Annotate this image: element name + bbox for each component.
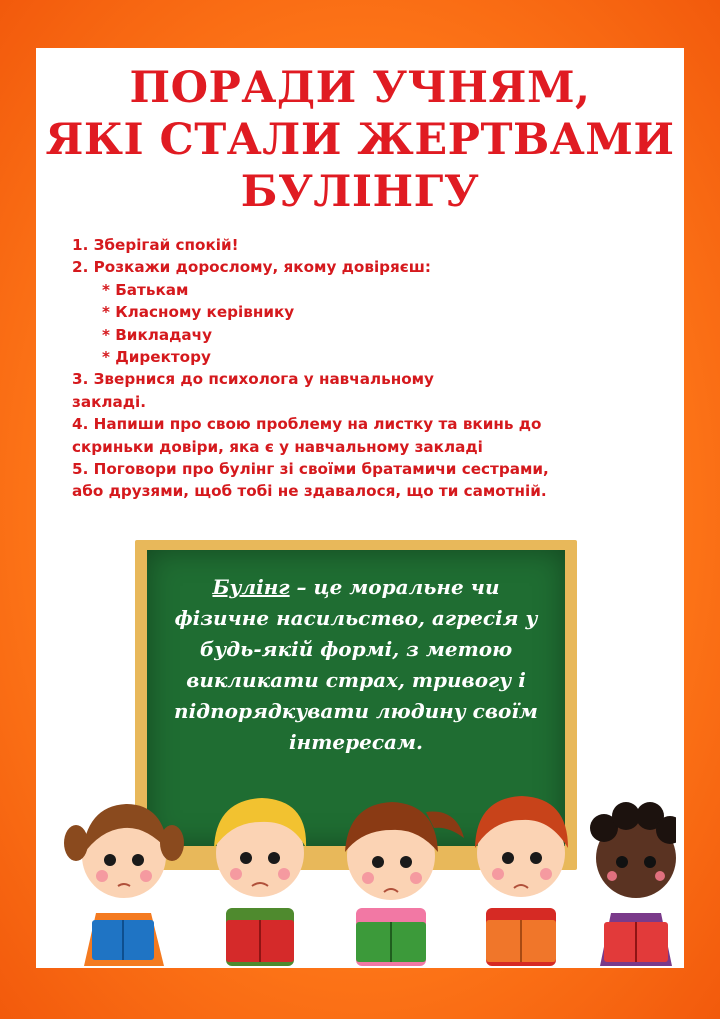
tip-3-line-1: 3. Звернися до психолога у навчальному — [72, 370, 434, 389]
definition-line-2: фізичне насильство, агресія у — [174, 606, 538, 630]
tip-2-director: * Директору — [102, 348, 211, 367]
definition-line-3: будь-якій формі, з метою — [199, 637, 513, 661]
definition-line-6: інтересам. — [289, 730, 423, 754]
tip-2-class-teacher: * Класному керівнику — [102, 303, 295, 322]
title-line-2: ЯКІ СТАЛИ ЖЕРТВАМИ — [45, 115, 675, 165]
child-girl-blue-book — [64, 804, 184, 966]
child-girl-green-book — [345, 802, 464, 966]
title-line-3: БУЛІНГУ — [240, 167, 480, 217]
child-girl-red-book — [590, 802, 676, 966]
children-illustration — [56, 748, 676, 968]
child-boy-red-book — [214, 798, 306, 966]
tip-5-line-2: або друзями, щоб тобі не здавалося, що ти самотній. — [72, 482, 547, 501]
tip-5-line-1: 5. Поговори про булінг зі своїми братамичи сестрами, — [72, 460, 549, 479]
tip-2-parents: * Батькам — [102, 280, 189, 299]
definition-line-5: підпорядкувати людину своїм — [174, 699, 538, 723]
tip-4-line-1: 4. Напиши про свою проблему на листку та вкинь до — [72, 415, 542, 434]
bullying-definition — [157, 572, 555, 758]
tips-list — [72, 234, 672, 503]
definition-term: Булінг — [212, 575, 290, 599]
title-line-1: ПОРАДИ УЧНЯМ, — [129, 63, 591, 113]
tip-4-line-2: скриньки довіри, яка є у навчальному закладі — [72, 437, 483, 456]
child-boy-orange-book — [475, 796, 568, 966]
poster-sheet — [36, 48, 684, 968]
tip-3-line-2: закладі. — [72, 392, 146, 411]
definition-line-4: викликати страх, тривогу і — [186, 668, 526, 692]
poster-title — [36, 62, 684, 218]
definition-line-1: – це моральне чи — [289, 575, 500, 599]
tip-2: 2. Розкажи дорослому, якому довіряєш: — [72, 258, 431, 277]
tip-1: 1. Зберігай спокій! — [72, 236, 239, 254]
tip-2-teacher: * Викладачу — [102, 325, 212, 344]
